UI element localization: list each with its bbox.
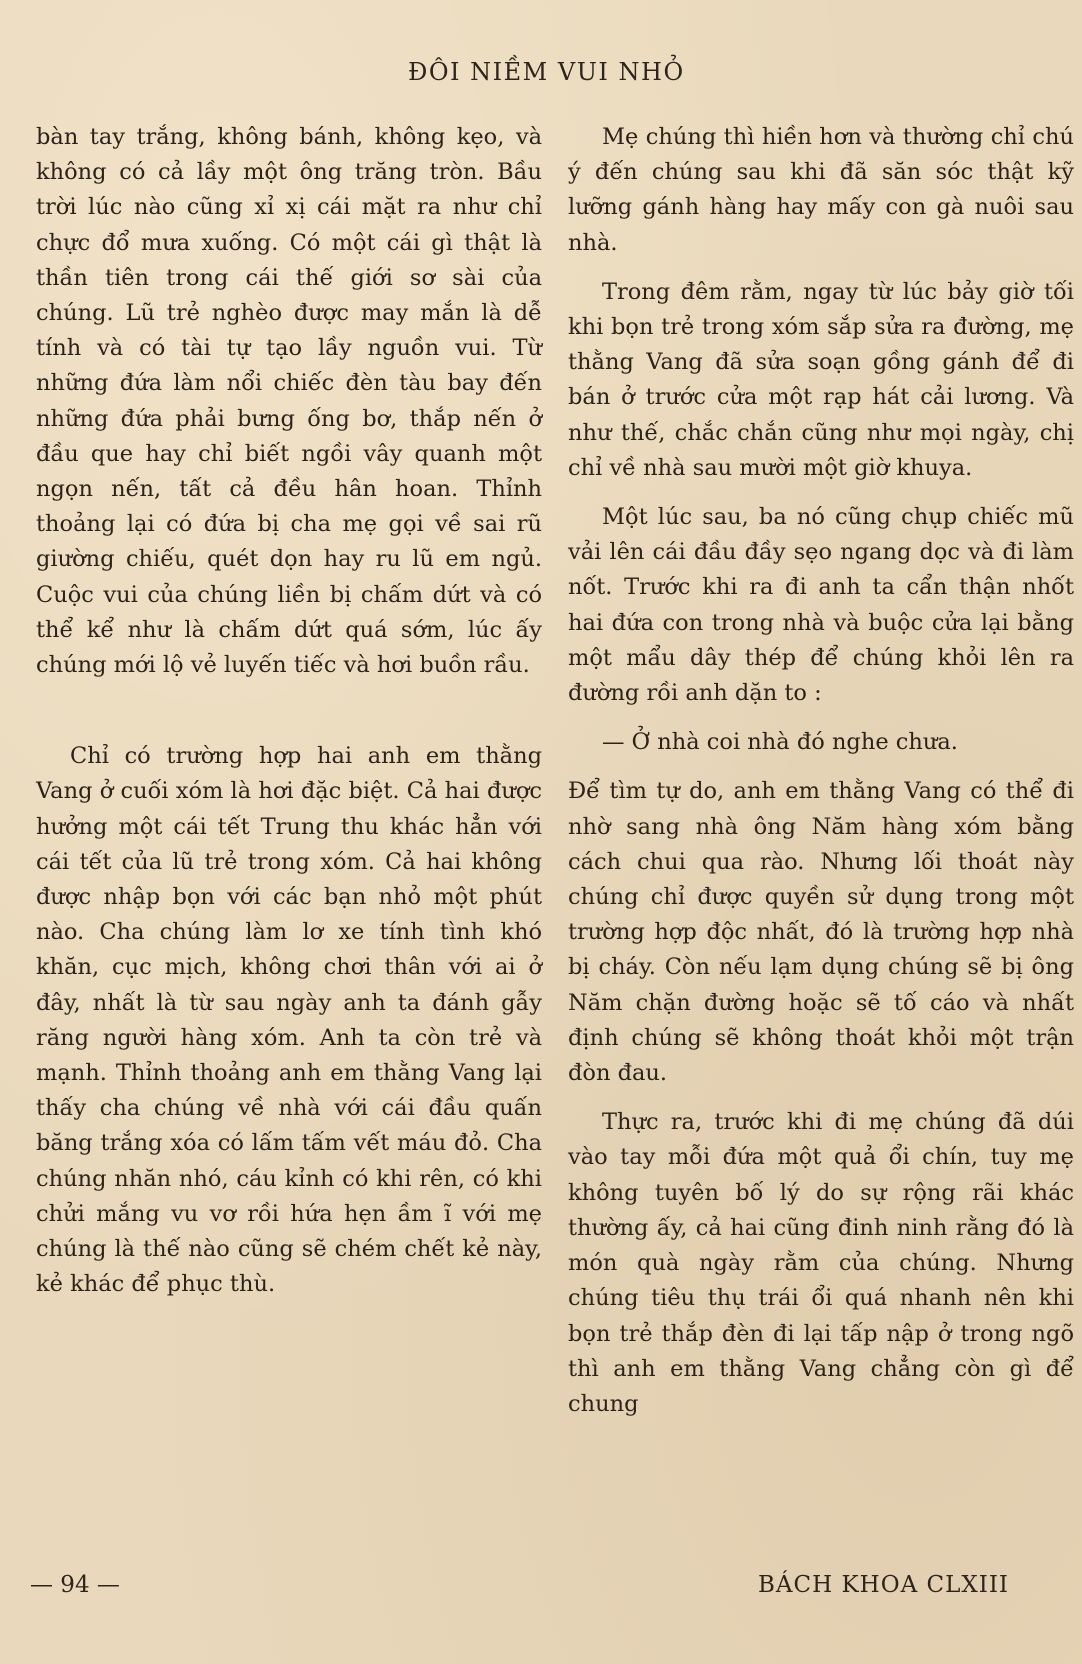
left-column [36,120,542,1303]
paragraph: Để tìm tự do, anh em thằng Vang có thể đi nhờ sang nhà ông Năm hàng xóm bằng cách chui qua rào. Nhưng lối thoát này chúng chỉ được quyền sử dụng trong một trường hợp độc nhất, đó là trường hợp nhà bị cháy. Còn nếu lạm dụng chúng sẽ bị ông Năm chặn đường hoặc sẽ tố cáo và nhất định chúng sẽ không thoát khỏi một trận đòn đau. [568,778,1074,1087]
paragraph: Một lúc sau, ba nó cũng chụp chiếc mũ vải lên cái đầu đầy sẹo ngang dọc và đi làm nốt. Trước khi ra đi anh ta cẩn thận nhốt hai đứa con trong nhà và buộc cửa lại bằng một mẩu dây thép để chúng khỏi lên ra đường rồi anh dặn to : [568,504,1074,707]
journal-issue: BÁCH KHOA CLXIII [758,1572,1009,1598]
running-title: ĐÔI NIỀM VUI NHỎ [408,58,685,86]
paragraph: bàn tay trắng, không bánh, không kẹo, và không có cả lầy một ông trăng tròn. Bầu trời lúc nào cũng xỉ xị cái mặt ra như chỉ chực đổ mưa xuống. Có một cái gì thật là thần tiên trong cái thế giới sơ sài của chúng. Lũ trẻ nghèo được may mắn là dễ tính và có tài tự tạo lầy nguồn vui. Từ những đứa làm nổi chiếc đèn tàu bay đến những đứa phải bưng ống bơ, thắp nến ở đầu que hay chỉ biết ngồi vây quanh một ngọn nến, tất cả đều hân hoan. Thỉnh thoảng lại có đứa bị cha mẹ gọi về sai rũ giường chiếu, quét dọn hay ru lũ em ngủ. Cuộc vui của chúng liền bị chấm dứt và có thể kể như là chấm dứt quá sớm, lúc ấy chúng mới lộ vẻ luyến tiếc và hơi buồn rầu. [36,124,542,679]
paragraph: Mẹ chúng thì hiền hơn và thường chỉ chú ý đến chúng sau khi đã săn sóc thật kỹ lưỡng gánh hàng hay mấy con gà nuôi sau nhà. [568,124,1074,256]
page-number: — 94 — [30,1572,120,1598]
right-column [568,120,1074,1422]
dialogue-line: — Ở nhà coi nhà đó nghe chưa. [602,729,958,756]
paragraph: Trong đêm rằm, ngay từ lúc bảy giờ tối khi bọn trẻ trong xóm sắp sửa ra đường, mẹ thằng Vang đã sửa soạn gồng gánh để đi bán ở trước cửa một rạp hát cải lương. Và như thế, chắc chắn cũng như mọi ngày, chị chỉ về nhà sau mười một giờ khuya. [568,278,1074,481]
paragraph: Thực ra, trước khi đi mẹ chúng đã dúi vào tay mỗi đứa một quả ổi chín, tuy mẹ không tuyên bố lý do sự rộng rãi khác thường ấy, cả hai cũng đinh ninh rằng đó là món quà ngày rằm của chúng. Nhưng chúng tiêu thụ trái ổi quá nhanh nên khi bọn trẻ thắp đèn đi lại tấp nập ở trong ngõ thì anh em thằng Vang chẳng còn gì để chung [568,1109,1074,1417]
paragraph: Chỉ có trường hợp hai anh em thằng Vang ở cuối xóm là hơi đặc biệt. Cả hai được hưởng một cái tết Trung thu khác hẳn với cái tết của lũ trẻ trong xóm. Cả hai không được nhập bọn với các bạn nhỏ một phút nào. Cha chúng làm lơ xe tính tình khó khăn, cục mịch, không chơi thân với ai ở đây, nhất là từ sau ngày anh ta đánh gẫy răng người hàng xóm. Anh ta còn trẻ và mạnh. Thỉnh thoảng anh em thằng Vang lại thấy cha chúng về nhà với cái đầu quấn băng trắng xóa có lấm tấm vết máu đỏ. Cha chúng nhăn nhó, cáu kỉnh có khi rên, có khi chửi mắng vu vơ rồi hứa hẹn ầm ĩ với mẹ chúng là thế nào cũng sẽ chém chết kẻ này, kẻ khác để phục thù. [36,743,542,1298]
